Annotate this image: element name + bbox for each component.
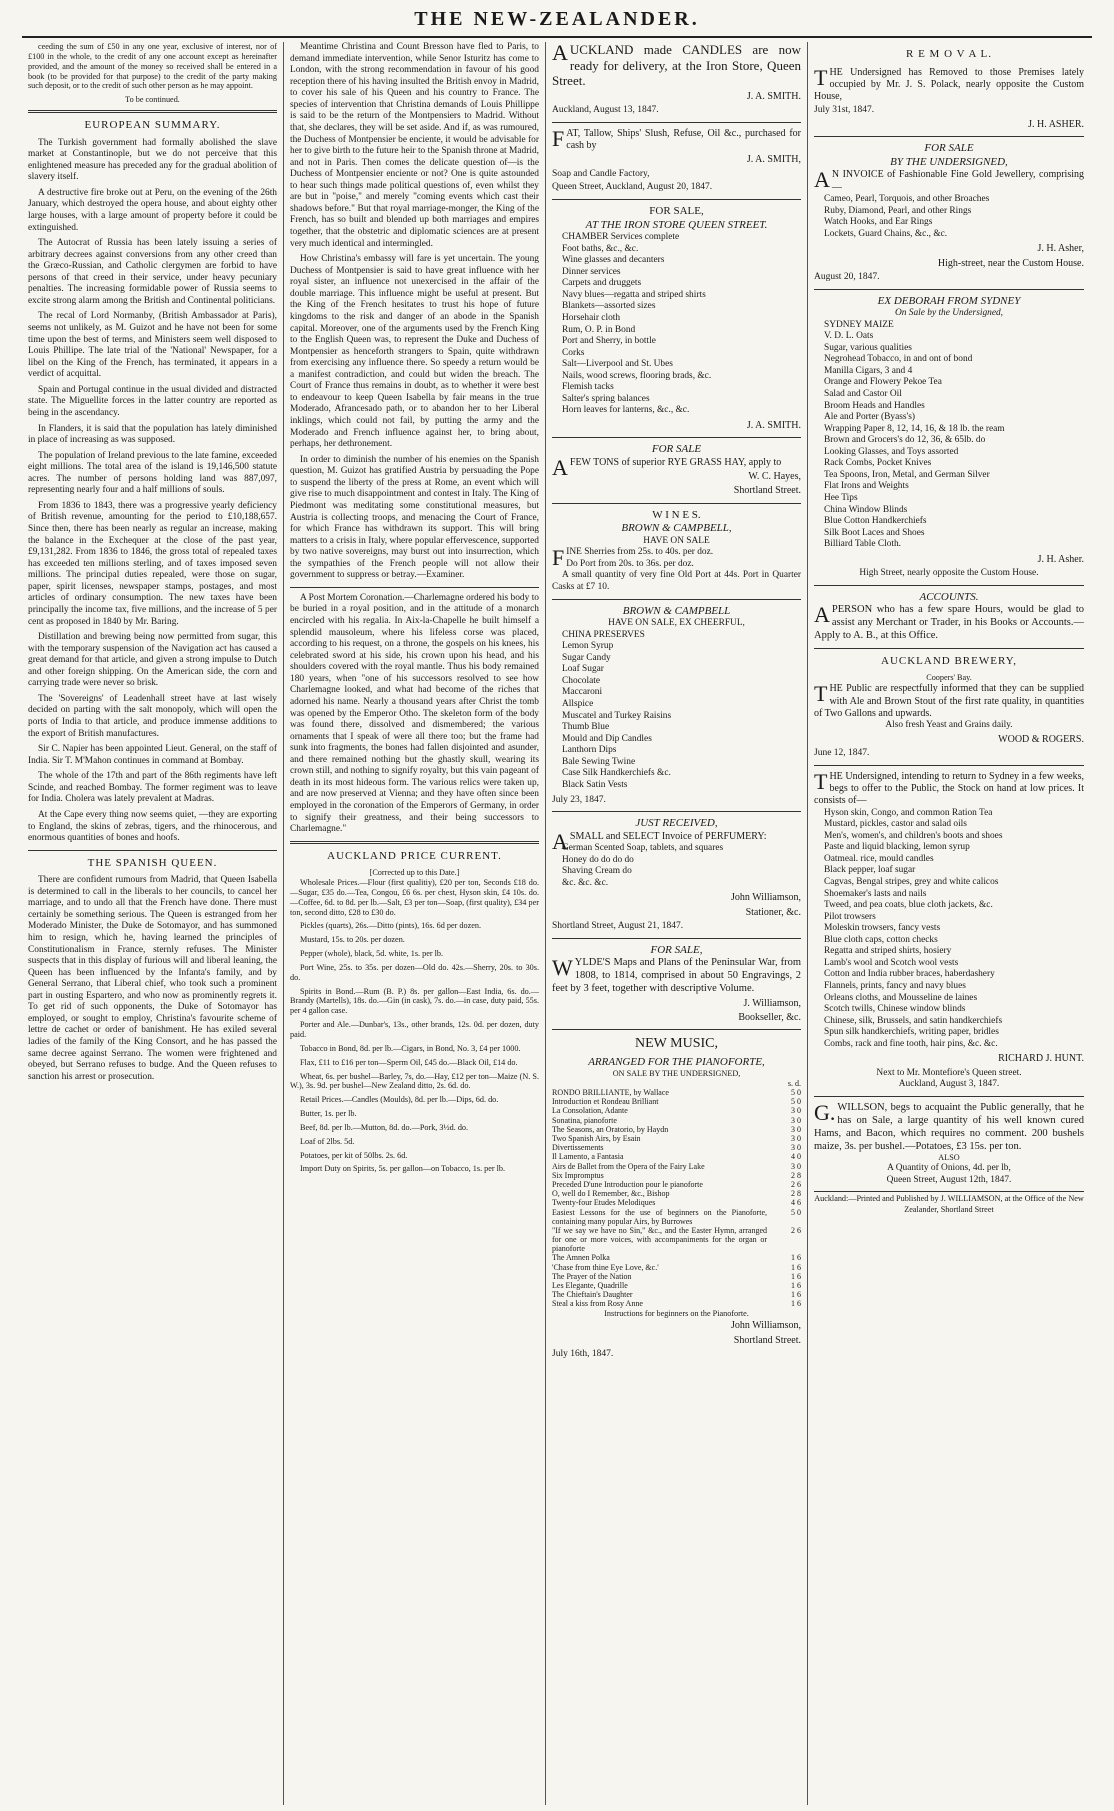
columns <box>22 42 1092 1805</box>
ad-text: AFEW TONS of superior RYE GRASS HAY, apply to <box>552 454 782 480</box>
european-summary-title: EUROPEAN SUMMARY. <box>84 119 221 132</box>
list-item: Cameo, Pearl, Torquois, and other Broaches <box>824 194 990 204</box>
price-header: s. d. <box>787 1078 801 1088</box>
divider <box>28 850 277 851</box>
list-item: Wine glasses and decanters <box>562 255 665 266</box>
imprint: Auckland:—Printed and Published by J. WILLIAMSON, at the Office of the New Zealander, Shortland Street <box>814 1191 1084 1214</box>
table-row: Steal a kiss from Rosy Anne 1 6 <box>552 1299 801 1309</box>
ad-deborah <box>814 295 1084 580</box>
list-item: Moleskin trowsers, fancy vests <box>824 923 941 934</box>
list-item: Flannels, prints, fancy and navy blues <box>824 981 966 992</box>
list-item: Honey do do do do <box>562 854 634 865</box>
ad-title: W I N E S. <box>652 508 701 521</box>
column-4 <box>808 42 1090 1805</box>
ad-date: Queen Street, August 12th, 1847. <box>886 1174 1012 1185</box>
price-item: Potatoes, per kit of 50lbs. 2s. 6d. <box>300 1150 408 1160</box>
table-row: O, well do I Remember, &c., Bishop 2 8 <box>552 1189 801 1199</box>
table-row: Sonatina, pianoforte 3 0 <box>552 1115 801 1125</box>
list-item: Nails, wood screws, flooring brads, &c. <box>562 370 712 381</box>
ad-date: July 16th, 1847. <box>552 1349 614 1360</box>
list-item: Tea Spoons, Iron, Metal, and German Silver <box>824 469 990 480</box>
list-item: Maccaroni <box>562 687 603 698</box>
price-item: Pepper (whole), black, 5d. white, 1s. per lb. <box>300 949 444 959</box>
list-item: Blankets—assorted sizes <box>562 301 656 312</box>
ad-iron-store <box>552 205 801 432</box>
ad-signature: WOOD & ROGERS. <box>998 733 1084 745</box>
table-row: Airs de Ballet from the Opera of the Fairy Lake 3 0 <box>552 1161 801 1171</box>
list-item: Orange and Flowery Pekoe Tea <box>824 377 942 388</box>
coronation-para: A Post Mortem Coronation.—Charlemagne ordered his body to be buried in a royal position, and in the attitude of a monarch encircled with his regalia. In Aix-la-Chapelle he built himself a splendid mausoleum, where his lifeless corse was placed, according to his request, on a throne, the gospels on his knees, his celebrated sword at his side, his crown upon his head, and his shoulders covered with the royal mantle. Thus his body remained 180 years, when "one of his successors resolved to see how Charlemagne looked, and what had become of the riches that adorned his name. Nearly a thousand years after Christ the tomb was opened by the Emperor Otho. The skeleton form of the body was found there, dissolved and dismembered; the various ornaments that I speak of were all there too; but the frame had sunk into fragments, the bones had fallen disjointed and asunder, and there remained nothing but the ghastly skull, wearing its crown still, and nothing to signify royalty, but this vain pageant of death in its most hideous form. The various relics were taken up, and are now preserved at Vienna; and they have often since been employed in the coronation of the Emperors of Germany, in order to signify their greatness, and their being successors to Charlemagne." <box>290 592 539 835</box>
divider <box>552 503 801 504</box>
list-item: Thumb Blue <box>562 722 610 733</box>
list-item: Black Satin Vests <box>562 779 628 790</box>
ad-date: Auckland, August 13, 1847. <box>552 105 659 116</box>
ad-date: August 20, 1847. <box>814 271 880 282</box>
list-item: Navy blues—regatta and striped shirts <box>562 289 706 300</box>
divider <box>552 938 801 939</box>
table-row: The Amnen Polka 1 6 <box>552 1253 801 1263</box>
list-item: &c. &c. &c. <box>562 877 609 888</box>
column-1 <box>22 42 284 1805</box>
summary-para: At the Cape every thing now seems quiet, —they are exporting to England, the skins of zebras, tigers, and the rhinocerous, and enormous quantities of bones and hoofs. <box>28 809 277 844</box>
ad-title: R E M O V A L. <box>905 48 993 60</box>
ad-text: ALSO <box>938 1153 960 1163</box>
list-item: Chocolate <box>562 675 601 686</box>
item-list <box>562 630 801 792</box>
column-3 <box>546 42 808 1805</box>
ad-hunt-stock <box>814 768 1084 1091</box>
table-row: Divertissements 3 0 <box>552 1143 801 1153</box>
list-item: Chinese, silk, Brussels, and satin handkerchiefs <box>824 1015 1003 1026</box>
list-item: Flemish tacks <box>562 382 614 393</box>
divider <box>552 1029 801 1030</box>
list-item: Black pepper, loaf sugar <box>824 865 916 876</box>
ad-willson <box>814 1099 1084 1187</box>
list-item: Corks <box>562 347 585 358</box>
summary-para: The recal of Lord Normanby, (British Ambassador at Paris), seems not unlikely, as M. Guizot and he have not been for some time upon the best of terms, and Ministers seem well disposed to Louis Phillipe. The late trial of the 'National' Newspaper, for a libel on the King of the French, has terminated, it appears in a verdict of acquittal. <box>28 311 277 380</box>
table-row: 'Chase from thine Eye Love, &c.' 1 6 <box>552 1262 801 1272</box>
divider <box>814 585 1084 586</box>
list-item: Sugar Candy <box>562 652 611 663</box>
spanish-para: There are confident rumours from Madrid, that Queen Isabella is determined to call in the liberals to her councils, to cancel her marriage, and to undo all that the French have done. There must certainly be something serious. The Queen is estranged from her Moderado Minister, the Duke de Sotomayor, and has summoned him to resign, which he, having learned the principles of Constitutionalism in France, sternly refuses. The Minister suspects that in this display of furious will and liberal leaning, the Queen has been influenced by the Infanta's family, and by General Serrano, that Liberal chief, who took such a prominent part in ousting Espartero, and who now as prominently regrets it. To get rid of such opponents, the Duke of Sotomayor has employed, or sought to employ, Christina's favourite scheme of lettre de cachet or order of banishment. He has exiled several ladies of the family of the King Consort, and he has passed the same decree against Serrano. The women were frightened and obeyed, but Serrano refuses to budge. And the Queen refuses to sanction his arrest or prosecution. <box>28 875 277 1082</box>
column-2 <box>284 42 546 1805</box>
ad-subtitle: BY THE UNDERSIGNED, <box>890 155 1008 168</box>
ad-signature: J. H. Asher, <box>1037 243 1084 255</box>
ad-text: Also fresh Yeast and Grains daily. <box>885 720 1013 731</box>
divider <box>552 199 801 200</box>
list-item: Dinner services <box>562 266 621 277</box>
ad-signature: John Williamson, <box>731 892 801 904</box>
list-item: Sugar, various qualities <box>824 342 912 353</box>
summary-para: The Autocrat of Russia has been lately issuing a series of arbitrary decrees against conversions from any other creed than the Græco-Russian, and Catholic clergymen are forbid to have persons of that creed in their service, under heavy pecuniary penalties. The increasing formidable power of Russia seems to excite strong alarm among the British and Continental politicians. <box>28 238 277 306</box>
divider <box>814 1096 1084 1097</box>
list-item: Hee Tips <box>824 493 858 504</box>
ad-date: Queen Street, Auckland, August 20, 1847. <box>552 182 713 193</box>
ad-text: WYLDE'S Maps and Plans of the Peninsular War, from 1808, to 1814, comprised in about 50 Engravings, 2 feet by 3 feet, together with descriptive Volume. <box>552 955 801 994</box>
summary-para: From 1836 to 1843, there was a progressive yearly deficiency of British revenue, amounting for the period to £10,188,657. Since then, there has been nearly as regular an increase, making the balance in the Exchequer at the close of the past year, £9,131,282. From 1836 to 1846, the gross total of repealed taxes has exceeded ten millions sterling, and of taxes imposed seven millions. The principal duties repealed, were those on sugar, paper, spirit licenses, newspaper stamps, postages, and most articles of ordinary consumption. The new taxes have been principally the income tax, five millions, and the increase of 5 per cent as proposed in 1840 by Mr. Baring. <box>28 500 277 627</box>
spanish-queen-title: THE SPANISH QUEEN. <box>87 856 218 869</box>
divider <box>552 122 801 123</box>
list-item: Horsehair cloth <box>562 312 621 323</box>
list-item: V. D. L. Oats <box>824 331 874 342</box>
list-item: Manilla Cigars, 3 and 4 <box>824 365 913 376</box>
ad-subtitle: AT THE IRON STORE QUEEN STREET. <box>585 218 768 231</box>
divider <box>814 289 1084 290</box>
divider <box>552 599 801 600</box>
ad-text: Instructions for beginners on the Pianoforte. <box>604 1308 749 1318</box>
ad-text: A Quantity of Onions, 4d. per lb, <box>887 1163 1011 1174</box>
list-item: Silk Boot Laces and Shoes <box>824 527 925 538</box>
price-item: Wheat, 6s. per bushel—Barley, 7s, do.—Hay, £12 per ton—Maize (N. S. W.), 3s. 9d. per bushel—New Zealand ditto, 2s. 6d. do. <box>290 1071 539 1091</box>
list-item: Paste and liquid blacking, lemon syrup <box>824 842 970 853</box>
ad-text: AN INVOICE of Fashionable Fine Gold Jewellery, comprising— <box>814 167 1084 193</box>
ad-title: FOR SALE, <box>650 943 703 956</box>
item-list <box>824 808 1084 1051</box>
list-item: Watch Hooks, and Ear Rings <box>824 217 933 228</box>
list-item: Horn leaves for lanterns, &c., &c. <box>562 405 690 416</box>
divider <box>290 587 539 588</box>
list-item: Lemon Syrup <box>562 641 614 652</box>
ad-subtitle: HAVE ON SALE <box>643 535 710 546</box>
list-item: CHAMBER Services complete <box>562 232 680 243</box>
ad-text: APERSON who has a few spare Hours, would be glad to assist any Merchant or Trader, in his Books or Accounts.—Apply to A. B., at this Office. <box>814 602 1084 642</box>
list-item: Broom Heads and Handles <box>824 400 925 411</box>
ad-signature: J. A. SMITH. <box>746 420 801 432</box>
list-item: Wrapping Paper 8, 12, 14, 16, & 18 lb. the ream <box>824 423 1005 434</box>
ad-subtitle: On Sale by the Undersigned, <box>894 308 1004 319</box>
list-item: Shoemaker's lasts and nails <box>824 888 927 899</box>
table-row: The Prayer of the Nation 1 6 <box>552 1271 801 1281</box>
ad-address: Next to Mr. Montefiore's Queen street. <box>876 1067 1022 1078</box>
ad-subtitle: HAVE ON SALE, EX CHEERFUL, <box>608 618 745 629</box>
item-list <box>824 320 1084 551</box>
list-item: CHINA PRESERVES <box>562 629 645 640</box>
list-item: Ruby, Diamond, Pearl, and other Rings <box>824 205 972 216</box>
list-item: Shaving Cream do <box>562 866 632 877</box>
ad-signature: W. C. Hayes, <box>748 471 801 483</box>
divider <box>814 648 1084 649</box>
list-item: Blue cloth caps, cotton checks <box>824 934 938 945</box>
list-item: Foot baths, &c., &c. <box>562 243 639 254</box>
ad-firm: BROWN & CAMPBELL <box>622 604 731 617</box>
list-item: Flat Irons and Weights <box>824 481 909 492</box>
ad-title: FOR SALE <box>651 443 702 456</box>
table-row: Six Impromptus 2 8 <box>552 1170 801 1180</box>
list-item: Muscatel and Turkey Raisins <box>562 710 672 721</box>
list-item: Loaf Sugar <box>562 664 604 675</box>
price-item: Wholesale Prices.—Flour (first qualitiy), £20 per ton, Seconds £18 do.—Sugar, £35 do.—Tea, Congou, £6 6s. per chest, Hyson skin, £4 10s. do.—Coffee, 6d. to 8d. per lb.—Salt, £3 per ton—Soap, (first quality), £34 per ton, second ditto, £28 to £30 do. <box>290 878 539 917</box>
article-para: How Christina's embassy will fare is yet uncertain. The young Duchess of Montpensier is said to have great influence with her royal sister, an influence not unexercised in the affair of the double marriage. This influence might be useful at present. But the King of the French hesitates to trust his hope of future kingdoms to the risk and danger of an abode in the Spanish capital. Moreover, one of the arguments used by the French King to the English Queen was, to represent the Duke and Duchess of Montpensier as henceforth strangers to Spain, quite withdrawn from exercising any influence there. So speedy a return would be a manifest contradiction, and could but widen the breach. The Court of France thus remains in doubt, as to whether it were best to endeavour to keep Queen Isabella by fair means in the true Moderado, Afrancesado path, or to abandon her to her Liberal inklings, which could not fail, by putting the army and the Moderado and French influence against her, to bring about, perhaps, her dethronement. <box>290 254 539 450</box>
ad-text: THE Undersigned has Removed to those Premises lately occupied by Mr. J. S. Polack, nearly opposite the Custom House, <box>814 64 1084 103</box>
ad-text: FINE Sherries from 25s. to 40s. per doz. <box>552 545 714 571</box>
price-item: Porter and Ale.—Dunbar's, 13s., other brands, 12s. 0d. per dozen, duty paid. <box>290 1020 539 1040</box>
divider <box>28 110 277 113</box>
list-item: Allspice <box>562 699 594 710</box>
divider <box>814 765 1084 766</box>
ad-text: Do Port from 20s. to 36s. per doz. <box>566 558 694 569</box>
summary-para: The 'Sovereigns' of Leadenhall street have at last wisely decided on parting with the salt monopoly, which will open the ports of India to that article, and produce immense additions to the export of British manufactures. <box>28 693 277 739</box>
ad-text: THE Undersigned, intending to return to Sydney in a few weeks, begs to offer to the Public, the Stock on hand at low prices. It consists of— <box>814 768 1084 807</box>
ad-firm: BROWN & CAMPBELL, <box>621 522 732 535</box>
item-list <box>562 232 801 417</box>
ad-date: Auckland, August 3, 1847. <box>898 1079 1000 1090</box>
list-item: Ale and Porter (Byass's) <box>824 412 915 423</box>
price-item: Retail Prices.—Candles (Moulds), 8d. per lb.—Dips, 6d. do. <box>300 1095 499 1105</box>
ad-subtitle: Coopers' Bay. <box>926 673 972 683</box>
price-item: Pickles (quarts), 26s.—Ditto (pints), 16s. 6d per dozen. <box>300 921 482 931</box>
item-list <box>824 194 1084 240</box>
ad-rye-grass <box>552 443 801 497</box>
list-item: Pilot trowsers <box>824 911 876 922</box>
list-item: Rack Combs, Pocket Knives <box>824 458 932 469</box>
ad-date: June 12, 1847. <box>814 748 870 759</box>
table-row: Il Lamento, a Fantasia 4 0 <box>552 1152 801 1162</box>
table-row: Les Elegante, Quadrille 1 6 <box>552 1281 801 1291</box>
ad-address: Shortland Street. <box>733 485 801 497</box>
list-item: Salad and Castor Oil <box>824 388 902 399</box>
list-item: Tweed, and pea coats, blue cloth jackets, &c. <box>824 900 993 911</box>
list-item: Blue Cotton Handkerchiefs <box>824 516 927 527</box>
list-item: Cotton and India rubber braces, haberdashery <box>824 969 995 980</box>
list-item: Mustard, pickles, castor and salad oils <box>824 819 967 830</box>
list-item: Hyson skin, Congo, and common Ration Tea <box>824 807 993 818</box>
ad-title: AUCKLAND BREWERY, <box>881 654 1017 667</box>
list-item: Bale Sewing Twine <box>562 756 636 767</box>
list-item: Looking Glasses, and Toys assorted <box>824 446 959 457</box>
list-item: Lamb's wool and Scotch wool vests <box>824 957 959 968</box>
list-item: Billiard Table Cloth. <box>824 539 902 550</box>
ad-title: JUST RECEIVED, <box>635 817 718 830</box>
ad-signature: J. H. ASHER. <box>1028 119 1084 131</box>
list-item: Rum, O. P. in Bond <box>562 324 636 335</box>
price-note: [Corrected up to this Date.] <box>369 868 460 878</box>
list-item: China Window Blinds <box>824 504 908 515</box>
ad-subtitle: ON SALE BY THE UNDERSIGNED, <box>612 1069 741 1079</box>
ad-text: FAT, Tallow, Ships' Slush, Refuse, Oil &c., purchased for cash by <box>552 125 801 152</box>
to-be-continued: To be continued. <box>125 95 180 105</box>
ad-text: Soap and Candle Factory, <box>552 168 650 179</box>
table-row: Introduction et Rondeau Brilliant 5 0 <box>552 1097 801 1107</box>
ad-fat <box>552 125 801 194</box>
fragment-text: ceeding the sum of £50 in any one year, exclusive of interest, nor of £100 in the whole, to the credit of any one account except as hereinafter provided, and the amount of the money so received shall be entered in a book (to be provided for that purpose) to the credit of the party making such deposit, or to the credit of such other person as he may appoint. <box>28 42 277 91</box>
ad-cheerful <box>552 605 801 807</box>
ad-text: A small quantity of very fine Old Port at 44s. Port in Quarter Casks at £7 10. <box>552 570 801 592</box>
table-row: La Consolation, Adante 3 0 <box>552 1106 801 1116</box>
price-item: Spirits in Bond.—Rum (B. P.) 8s. per gallon—East India, 6s. do.—Brandy (Martells), 18s. do.—Gin (in cask), 7s. do.—in case, duty paid, 55s. per 4 gallon case. <box>290 986 539 1016</box>
summary-para: A destructive fire broke out at Peru, on the evening of the 26th January, which destroyed the opera house, and about eighty other large houses, with a large amount of property before it could be extinguished. <box>28 187 277 233</box>
list-item: Mould and Dip Candles <box>562 733 652 744</box>
list-item: Regatta and striped shirts, hosiery <box>824 946 952 957</box>
divider <box>552 811 801 812</box>
list-item: Port and Sherry, in bottle <box>562 336 656 347</box>
ad-title: ACCOUNTS. <box>919 590 979 603</box>
list-item: Spun silk handkerchiefs, writing paper, bridles <box>824 1027 999 1038</box>
divider <box>290 841 539 844</box>
list-item: Cagvas, Bengal stripes, grey and white calicos <box>824 876 999 887</box>
ad-signature: J. Williamson, <box>743 997 801 1009</box>
ad-signature: J. H. Asher. <box>1037 553 1084 565</box>
table-row: Two Spanish Airs, by Esain 3 0 <box>552 1134 801 1144</box>
summary-para: The whole of the 17th and part of the 86th regiments have left Scinde, and reached Bombay. The former regiment was to leave for India. Cholera was lately prevalent at Madras. <box>28 771 277 805</box>
table-row: RONDO BRILLIANTE, by Wallace 5 0 <box>552 1088 801 1098</box>
divider <box>552 437 801 438</box>
list-item: Case Silk Handkerchiefs &c. <box>562 768 671 779</box>
ad-date: Shortland Street, August 21, 1847. <box>552 920 684 931</box>
price-item: Import Duty on Spirits, 5s. per gallon—on Tobacco, 1s. per lb. <box>300 1164 506 1174</box>
ad-jewellery <box>814 142 1084 283</box>
price-item: Port Wine, 25s. to 35s. per dozen—Old do. 42s.—Sherry, 20s. to 30s. do. <box>290 962 539 982</box>
ad-text: THE Public are respectfully informed that they can be supplied with Ale and Brown Stout of the first rate quality, in quantities of Two Gallons and upwards. <box>814 681 1084 719</box>
ad-signature: J. A. SMITH. <box>746 90 801 102</box>
ad-wylde-maps <box>552 944 801 1025</box>
list-item: Lockets, Guard Chains, &c., &c. <box>824 228 948 239</box>
list-item: Lanthorn Dips <box>562 745 617 756</box>
table-row: "If we say we have no Sin," &c., and the Easter Hymn, arranged for one or more voices, with accompaniments for the organ or pianoforte 2 6 <box>552 1225 801 1254</box>
ad-title: EX DEBORAH FROM SYDNEY <box>877 294 1021 307</box>
ad-signature: J. A. SMITH, <box>746 154 801 166</box>
ad-address: High Street, nearly opposite the Custom House. <box>859 568 1039 579</box>
ad-removal <box>814 48 1084 131</box>
ad-wines <box>552 509 801 594</box>
price-item: Flax, £11 to £16 per ton—Sperm Oil, £45 do.—Black Oil, £14 do. <box>300 1057 518 1067</box>
ad-address: High-street, near the Custom House. <box>937 257 1084 269</box>
ad-title: FOR SALE <box>924 142 974 155</box>
music-table <box>552 1079 801 1309</box>
price-current-title: AUCKLAND PRICE CURRENT. <box>327 849 502 862</box>
ad-text: G.WILLSON, begs to acquaint the Public generally, that he has on Sale, a large quantity of his well known cured Hams, and Bacon, which requires no comment. 200 bushels maize, 3s. per bushel.—Potatoes, £3 15s. per ton. <box>814 1099 1084 1152</box>
list-item: SYDNEY MAIZE <box>824 319 894 330</box>
divider <box>814 136 1084 137</box>
ad-new-music <box>552 1035 801 1360</box>
summary-para: The population of Ireland previous to the late famine, exceeded eight millions. The total area of the island is 19,146,500 statute acres. The number of persons holding land was 887,097, representing nearly four and a half millions of souls. <box>28 450 277 496</box>
price-item: Butter, 1s. per lb. <box>300 1109 357 1119</box>
ad-signature: John Williamson, <box>731 1320 801 1332</box>
table-row: Twenty-four Etudes Melodiques 4 6 <box>552 1198 801 1208</box>
article-para: In order to diminish the number of his enemies on the Spanish question, M. Guizot has gratified Austria by persuading the Pope to suspend the liberty of the press at Rome, an event which will give rise to much disappointment and contest in Italy. The King of Piedmont was meditating some constitutional measures, but Austria is collecting troops, and menacing the Court of France, for which France has withdrawn its support. This will bring matters to a crisis in Italy, where popular effervescence, supported by two native sovereigns, may burst out into insurrection, which the sympathies of the French people will not allow their government to suppress or betray.—Examiner. <box>290 454 539 581</box>
list-item: Men's, women's, and children's boots and shoes <box>824 830 1003 841</box>
price-item: Tobacco in Bond, 8d. per lb.—Cigars, in Bond, No. 3, £4 per 1000. <box>300 1043 521 1053</box>
price-item: Beef, 8d. per lb.—Mutton, 8d. do.—Pork, 3½d. do. <box>300 1122 469 1132</box>
list-item: Orleans cloths, and Mousseline de laines <box>824 992 978 1003</box>
ad-address: Stationer, &c. <box>745 906 801 918</box>
list-item: Scotch twills, Chinese window blinds <box>824 1004 966 1015</box>
ad-date: July 31st, 1847. <box>814 105 875 116</box>
ad-accounts <box>814 591 1084 643</box>
ad-perfumery <box>552 817 801 932</box>
ad-subtitle: ARRANGED FOR THE PIANOFORTE, <box>588 1055 765 1068</box>
ad-text: AUCKLAND made CANDLES are now ready for delivery, at the Iron Store, Queen Street. <box>552 42 801 89</box>
ad-candles <box>552 42 801 117</box>
list-item: Salt—Liverpool and St. Ubes <box>562 359 673 370</box>
table-row: Easiest Lessons for the use of beginners on the Pianoforte, containing many popular Airs, by Burrowes 5 0 <box>552 1207 801 1226</box>
list-item: Combs, rack and fine tooth, hair pins, &c. &c. <box>824 1038 998 1049</box>
ad-address: Bookseller, &c. <box>738 1012 801 1024</box>
ad-signature: RICHARD J. HUNT. <box>998 1053 1084 1065</box>
summary-para: Distillation and brewing being now permitted from sugar, this with the temporary suspension of the Navigation act has caused a great demand for that article, and given a strong impulse to Dutch and other foreign shipping. On the American side, the corn and carrying trade were never so brisk. <box>28 632 277 689</box>
list-item: Salter's spring balances <box>562 393 650 404</box>
article-para: Meantime Christina and Count Bresson have fled to Paris, to demand immediate intervention, while Senor Isturitz has come to London, with the strong recommendation in favour of his good reception there of his having insulted the British envoy in Madrid, to cover his sale of his Queen and his country to France. The species of intervention that Christina demands of Louis Phillippe is said to be the return of the Montpensiers to Madrid. Without that, she declares, they will be set aside. And if, as was rumoured, the Duchess of Montpensier be enciente, it would be advisable for her to give birth to the future heir to the Spanish throne at Madrid, and not in Paris. Then comes the delicate question of—is the Duchess of Montpensier enciente or not? One is quite astounded to hear such things made political questions of, even whilst they are but in "poise," and merely "coming events which cast their shadows before." But that royal marriage-monger, the King of the French, has so built and blended up both marriages and empires together, that the obstetric and diplomatic sciences are at present very much identical and intermingled. <box>290 42 539 249</box>
masthead: THE NEW-ZEALANDER. <box>22 0 1092 38</box>
list-item: Oatmeal. rice, mould candles <box>824 853 934 864</box>
item-list <box>562 843 801 889</box>
price-item: Loaf of 2lbs. 5d. <box>300 1136 355 1146</box>
list-item: Carpets and druggets <box>562 278 642 289</box>
summary-para: In Flanders, it is said that the population has lately diminished in place of increasing as was supposed. <box>28 423 277 446</box>
ad-address: Shortland Street. <box>733 1334 801 1346</box>
ad-date: July 23, 1847. <box>552 794 606 805</box>
ad-text: ASMALL and SELECT Invoice of PERFUMERY: <box>552 828 767 854</box>
summary-para: Sir C. Napier has been appointed Lieut. General, on the staff of India. Sir T. M'Mahon continues in command at Bombay. <box>28 744 277 766</box>
list-item: Brown and Grocers's do 12, 36, & 65lb. do <box>824 435 986 446</box>
summary-para: Spain and Portugal continue in the usual divided and distracted state. The Miguellite forces in the latter country are reported as being in the ascendancy. <box>28 384 277 418</box>
list-item: German Scented Soap, tablets, and squares <box>562 843 724 853</box>
ad-title: NEW MUSIC, <box>635 1036 718 1052</box>
price-list <box>290 878 539 1174</box>
ad-brewery <box>814 655 1084 760</box>
table-row: The Chieftain's Daughter 1 6 <box>552 1290 801 1300</box>
ad-title: FOR SALE, <box>649 204 704 217</box>
summary-para: The Turkish government had formally abolished the slave market at Constantinople, but we do not perceive that this enlightened measure has preceded any for the gradual abolition of slavery itself. <box>28 137 277 183</box>
table-row: The Seasons, an Oratorio, by Haydn 3 0 <box>552 1124 801 1134</box>
list-item: Negrohead Tobacco, in and ont of bond <box>824 354 973 365</box>
table-row: Preceded D'une Introduction pour le pianoforte 2 6 <box>552 1179 801 1189</box>
price-item: Mustard, 15s. to 20s. per dozen. <box>300 935 405 945</box>
